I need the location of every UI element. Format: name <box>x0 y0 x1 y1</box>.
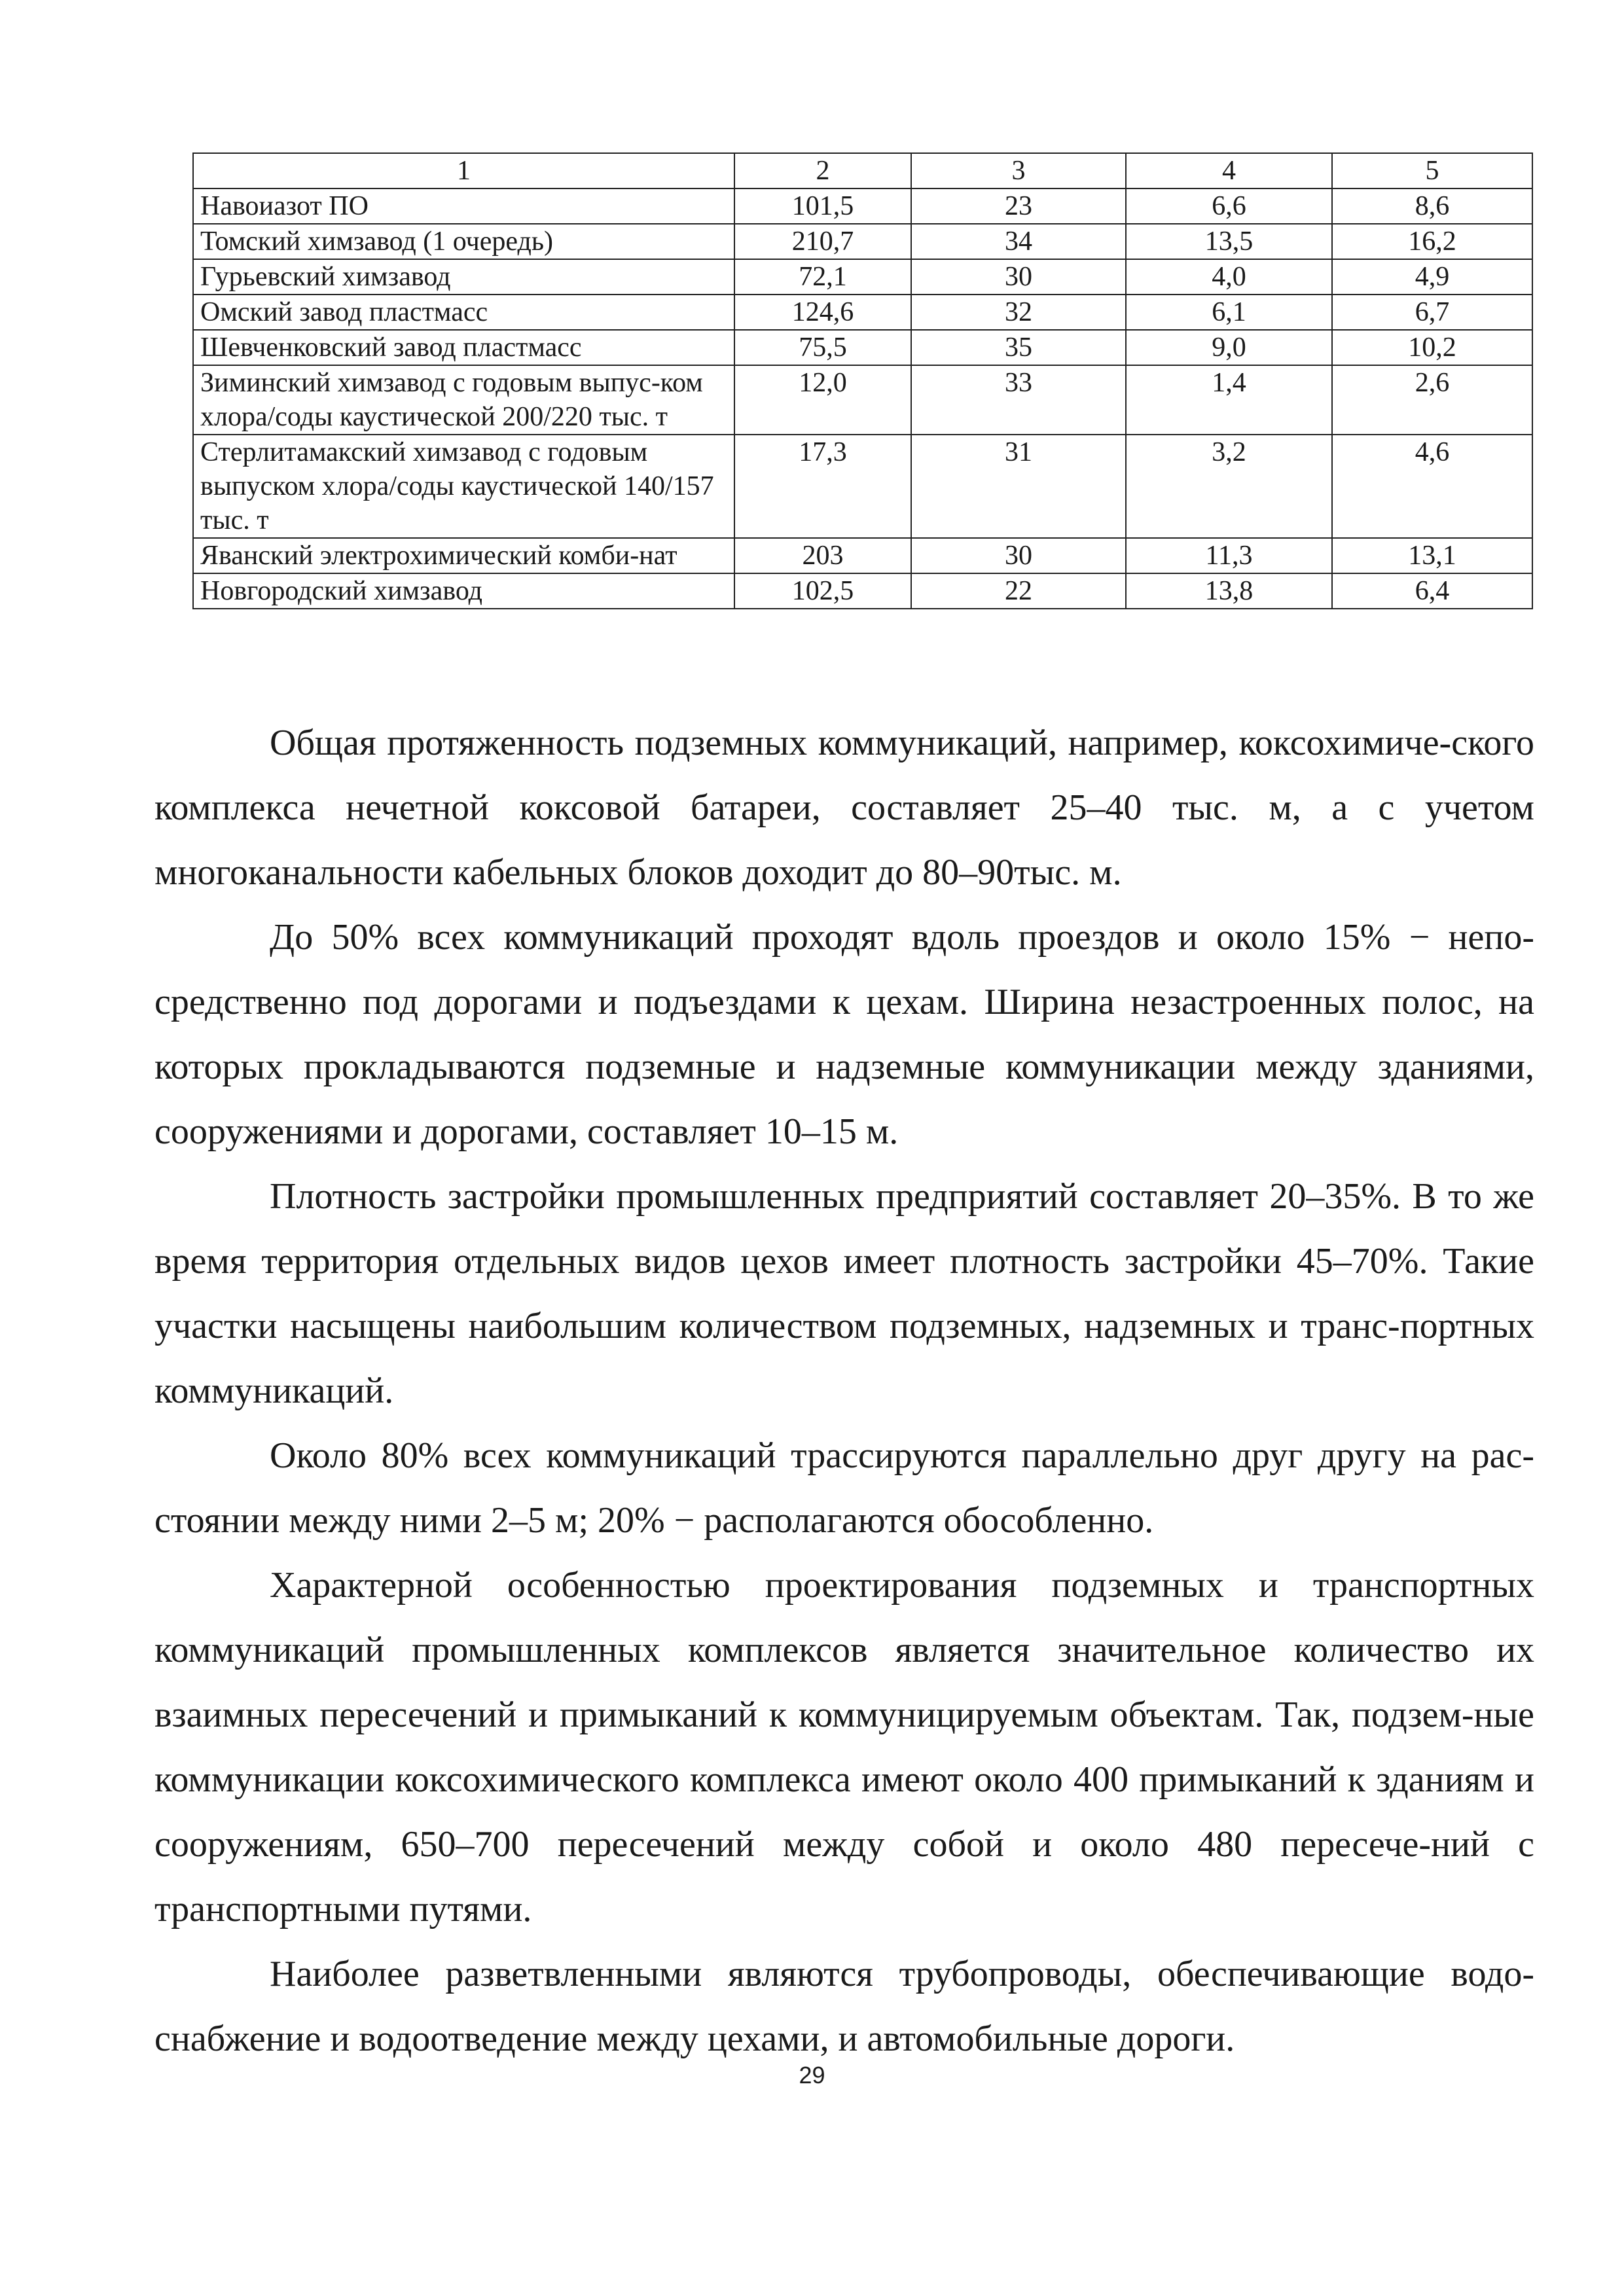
column-header: 5 <box>1332 153 1532 188</box>
value-cell: 22 <box>911 573 1126 609</box>
table-row <box>193 330 1532 365</box>
column-header: 2 <box>734 153 911 188</box>
value-cell: 101,5 <box>734 188 911 224</box>
value-cell: 210,7 <box>734 224 911 259</box>
value-cell: 17,3 <box>734 435 911 538</box>
value-cell: 4,9 <box>1332 259 1532 295</box>
paragraph: Плотность застройки промышленных предприятий составляет 20–35%. В то же время территория отдельных видов цехов имеет плотность застройки 45–70%. Такие участки насыщены наибольшим количеством подземных, надземных и транс-портных коммуникаций. <box>154 1176 1534 1411</box>
value-cell: 12,0 <box>734 365 911 435</box>
value-cell: 6,1 <box>1126 295 1332 330</box>
value-cell: 3,2 <box>1126 435 1332 538</box>
value-cell: 13,1 <box>1332 538 1532 573</box>
value-cell: 16,2 <box>1332 224 1532 259</box>
value-cell: 35 <box>911 330 1126 365</box>
value-cell: 31 <box>911 435 1126 538</box>
value-cell: 2,6 <box>1332 365 1532 435</box>
plant-name-cell: Новгородский химзавод <box>193 573 734 609</box>
table-row <box>193 435 1532 538</box>
column-header: 4 <box>1126 153 1332 188</box>
plant-name-cell: Зиминский химзавод с годовым выпус-ком хлора/соды каустической 200/220 тыс. т <box>193 365 734 435</box>
value-cell: 10,2 <box>1332 330 1532 365</box>
column-header: 1 <box>193 153 734 188</box>
value-cell: 8,6 <box>1332 188 1532 224</box>
plant-name-cell: Томский химзавод (1 очередь) <box>193 224 734 259</box>
value-cell: 9,0 <box>1126 330 1332 365</box>
paragraph: Характерной особенностью проектирования подземных и транспортных коммуникаций промышленных комплексов является значительное количество их взаимных пересечений и примыканий к коммуницируемым объектам. Так, подзем-ные коммуникации коксохимического комплекса имеют около 400 примыканий к зданиям и сооружениям, 650–700 пересечений между собой и около 480 пересече-ний с транспортными путями. <box>154 1565 1534 1929</box>
value-cell: 124,6 <box>734 295 911 330</box>
value-cell: 203 <box>734 538 911 573</box>
value-cell: 102,5 <box>734 573 911 609</box>
value-cell: 6,4 <box>1332 573 1532 609</box>
value-cell: 1,4 <box>1126 365 1332 435</box>
page-number: 29 <box>799 2062 825 2089</box>
plant-name-cell: Омский завод пластмасс <box>193 295 734 330</box>
table-body <box>193 153 1532 609</box>
value-cell: 72,1 <box>734 259 911 295</box>
value-cell: 4,0 <box>1126 259 1332 295</box>
table-row <box>193 365 1532 435</box>
table-row <box>193 224 1532 259</box>
value-cell: 75,5 <box>734 330 911 365</box>
plant-name-cell: Шевченковский завод пластмасс <box>193 330 734 365</box>
table-row <box>193 259 1532 295</box>
plant-name-cell: Гурьевский химзавод <box>193 259 734 295</box>
table-row <box>193 188 1532 224</box>
column-header: 3 <box>911 153 1126 188</box>
plant-name-cell: Навоиазот ПО <box>193 188 734 224</box>
paragraph: Общая протяженность подземных коммуникаций, например, коксохимиче-ского комплекса нечетной коксовой батареи, составляет 25–40 тыс. м, а с учетом многоканальности кабельных блоков доходит до 80–90тыс. м. <box>154 723 1534 893</box>
value-cell: 32 <box>911 295 1126 330</box>
table-row <box>193 538 1532 573</box>
data-table <box>192 152 1533 609</box>
plant-name-cell: Стерлитамакский химзавод с годовым выпуском хлора/соды каустической 140/157 тыс. т <box>193 435 734 538</box>
paragraph: Наиболее разветвленными являются трубопроводы, обеспечивающие водо-снабжение и водоотведение между цехами, и автомобильные дороги. <box>154 1954 1534 2059</box>
table-row <box>193 295 1532 330</box>
value-cell: 23 <box>911 188 1126 224</box>
value-cell: 34 <box>911 224 1126 259</box>
value-cell: 30 <box>911 259 1126 295</box>
value-cell: 6,7 <box>1332 295 1532 330</box>
plant-name-cell: Яванский электрохимический комби-нат <box>193 538 734 573</box>
table-row <box>193 573 1532 609</box>
value-cell: 11,3 <box>1126 538 1332 573</box>
body-text <box>154 711 1534 2072</box>
paragraph: Около 80% всех коммуникаций трассируются параллельно друг другу на рас-стоянии между ними 2–5 м; 20% − располагаются обособленно. <box>154 1435 1534 1541</box>
value-cell: 4,6 <box>1332 435 1532 538</box>
value-cell: 13,5 <box>1126 224 1332 259</box>
value-cell: 30 <box>911 538 1126 573</box>
value-cell: 33 <box>911 365 1126 435</box>
table-header-row <box>193 153 1532 188</box>
value-cell: 13,8 <box>1126 573 1332 609</box>
value-cell: 6,6 <box>1126 188 1332 224</box>
paragraph: До 50% всех коммуникаций проходят вдоль проездов и около 15% − непо-средственно под дорогами и подъездами к цехам. Ширина незастроенных полос, на которых прокладываются подземные и надземные коммуникации между зданиями, сооружениями и дорогами, составляет 10–15 м. <box>154 917 1534 1152</box>
